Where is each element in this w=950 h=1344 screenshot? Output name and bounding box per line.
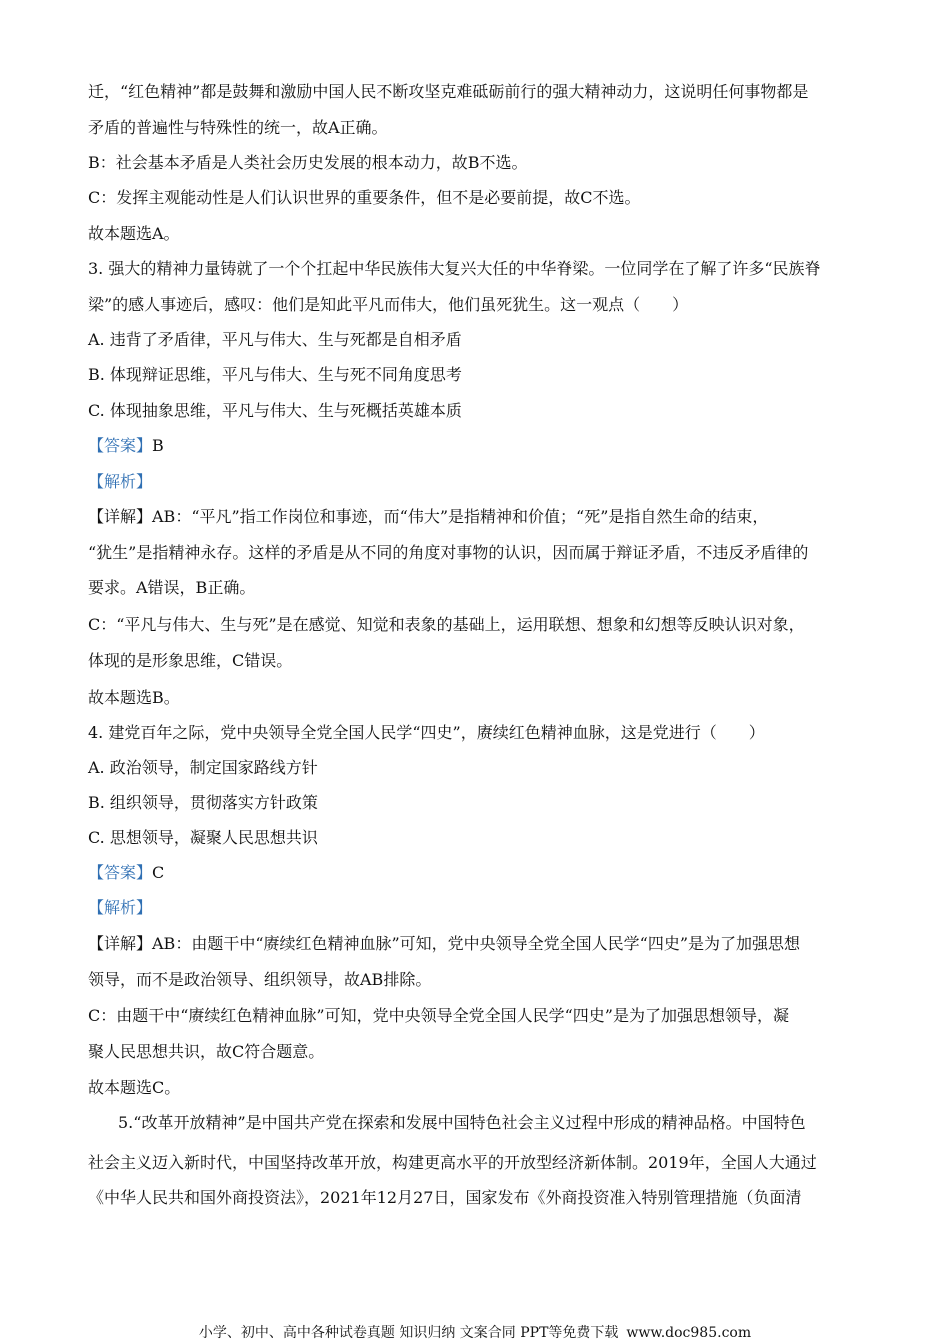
question-5-stem: 《中华人民共和国外商投资法》，2021年12月27日，国家发布《外商投资准入特别管理措施（负面清: [88, 1188, 802, 1207]
option-b: B. 组织领导，贯彻落实方针政策: [88, 793, 318, 812]
text-line: 迁，“红色精神”都是鼓舞和激励中国人民不断攻坚克难砥砺前行的强大精神动力，这说明任何事物都是: [88, 82, 809, 101]
answer-tag: 【答案】: [88, 863, 153, 882]
text-line: 故本题选A。: [88, 224, 180, 243]
text-line: “犹生”是指精神永存。这样的矛盾是从不同的角度对事物的认识，因而属于辩证矛盾，不违反矛盾律的: [88, 543, 809, 562]
question-4-stem: 4. 建党百年之际，党中央领导全党全国人民学“四史”，赓续红色精神血脉，这是党进行（ ）: [88, 723, 765, 742]
analysis-line: [88, 472, 868, 492]
page-footer: [0, 1322, 950, 1342]
text-line: 领导，而不是政治领导、组织领导，故AB排除。: [88, 970, 432, 989]
text-line: B：社会基本矛盾是人类社会历史发展的根本动力，故B不选。: [88, 153, 528, 172]
question-3-stem: 3. 强大的精神力量铸就了一个个扛起中华民族伟大复兴大任的中华脊梁。一位同学在了解了许多“民族脊: [88, 259, 821, 278]
analysis-tag: 【解析】: [88, 472, 153, 491]
option-c: C. 体现抽象思维，平凡与伟大、生与死概括英雄本质: [88, 401, 462, 420]
question-5-stem: 社会主义迈入新时代，中国坚持改革开放，构建更高水平的开放型经济新体制。2019年，全国人大通过: [88, 1153, 817, 1172]
text-line: 体现的是形象思维，C错误。: [88, 651, 293, 670]
answer-line: [88, 436, 868, 456]
text-line: C：发挥主观能动性是人们认识世界的重要条件，但不是必要前提，故C不选。: [88, 188, 641, 207]
option-a: A. 政治领导，制定国家路线方针: [88, 758, 318, 777]
analysis-line: [88, 898, 868, 918]
text-line: 矛盾的普遍性与特殊性的统一，故A正确。: [88, 118, 388, 137]
analysis-tag: 【解析】: [88, 898, 153, 917]
option-a: A. 违背了矛盾律，平凡与伟大、生与死都是自相矛盾: [88, 330, 462, 349]
text-line: 【详解】AB：由题干中“赓续红色精神血脉”可知，党中央领导全党全国人民学“四史”是为了加强思想: [88, 934, 801, 953]
option-b: B. 体现辩证思维，平凡与伟大、生与死不同角度思考: [88, 365, 462, 384]
text-line: C：由题干中“赓续红色精神血脉”可知，党中央领导全党全国人民学“四史”是为了加强思想领导，凝: [88, 1006, 789, 1025]
text-line: 故本题选C。: [88, 1078, 181, 1097]
text-line: C：“平凡与伟大、生与死”是在感觉、知觉和表象的基础上，运用联想、想象和幻想等反映认识对象，: [88, 615, 805, 634]
option-c: C. 思想领导，凝聚人民思想共识: [88, 828, 318, 847]
question-5-stem: 5.“改革开放精神”是中国共产党在探索和发展中国特色社会主义过程中形成的精神品格。中国特色: [118, 1113, 806, 1132]
answer-tag: 【答案】: [88, 436, 153, 455]
answer-value: C: [152, 863, 165, 882]
text-line: 故本题选B。: [88, 688, 180, 707]
text-line: 【详解】AB：“平凡”指工作岗位和事迹，而“伟大”是指精神和价值；“死”是指自然生命的结束，: [88, 507, 769, 526]
answer-value: B: [152, 436, 164, 455]
answer-line: [88, 863, 868, 883]
text-line: 聚人民思想共识，故C符合题意。: [88, 1042, 325, 1061]
question-3-stem: 梁”的感人事迹后，感叹：他们是知此平凡而伟大，他们虽死犹生。这一观点（ ）: [88, 295, 689, 314]
footer-text: 小学、初中、高中各种试卷真题 知识归纳 文案合同 PPT等免费下载: [198, 1325, 619, 1341]
text-line: 要求。A错误，B正确。: [88, 578, 256, 597]
footer-link[interactable]: www.doc985.com: [626, 1325, 752, 1341]
